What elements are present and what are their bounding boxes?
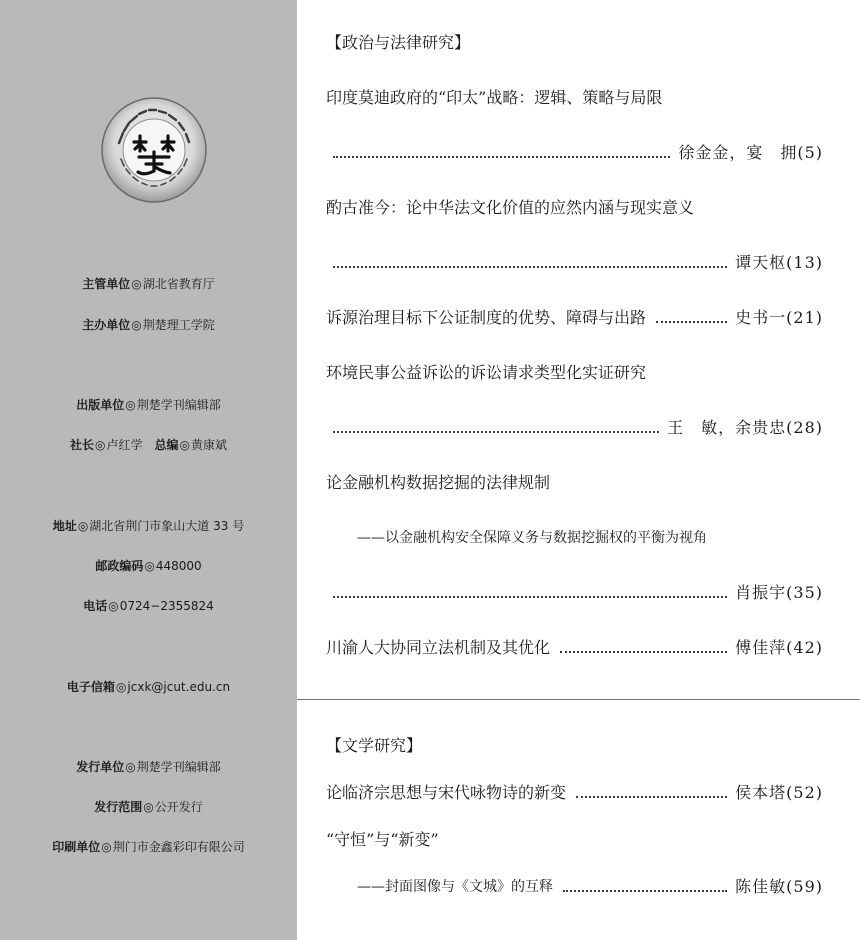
scope-line: [0, 799, 297, 815]
toc-entry-row: [326, 638, 823, 658]
email-value: jcxk@jcut.edu.cn: [127, 680, 231, 694]
scope-label: 发行范围: [94, 800, 143, 814]
separator-mark: ◎: [143, 800, 154, 814]
toc-entry-row: [333, 253, 823, 273]
article-author-page: 谭天枢(13): [735, 253, 823, 272]
chief-editor-label: 总编: [154, 438, 179, 452]
separator-mark: ◎: [115, 680, 127, 694]
article-title: 论临济宗思想与宋代咏物诗的新变: [326, 783, 567, 802]
separator-mark: ◎: [144, 559, 155, 573]
leader-dots: [333, 431, 659, 433]
address-label: 地址: [52, 519, 77, 533]
postcode-line: [0, 558, 297, 574]
leader-dots: [576, 796, 727, 798]
separator-mark: ◎: [131, 277, 142, 291]
article-subtitle: ——封面图像与《文城》的互释: [357, 879, 553, 895]
publisher-label: 出版单位: [76, 398, 125, 412]
separator-mark: ◎: [95, 438, 106, 452]
publisher-line: [0, 397, 297, 413]
emblem-icon: [99, 95, 209, 205]
article-author-page: 王 敏，余贵忠(28): [667, 418, 823, 437]
president-label: 社长: [69, 438, 94, 452]
article-author-page: 徐金金，宴 拥(5): [678, 143, 823, 162]
article-title: 环境民事公益诉讼的诉讼请求类型化实证研究: [326, 363, 647, 382]
article-subtitle: ——以金融机构安全保障义务与数据挖掘权的平衡为视角: [357, 530, 707, 546]
phone-label: 电话: [83, 599, 108, 613]
printer-line: [0, 839, 297, 855]
article-title: 诉源治理目标下公证制度的优势、障碍与出路: [326, 308, 647, 327]
toc-entry-row: [326, 308, 823, 328]
president-value: 卢红学: [106, 438, 143, 452]
article-author-page: 肖振宇(35): [735, 583, 823, 602]
president-editor-line: [0, 437, 297, 453]
email-label: 电子信箱: [66, 680, 115, 694]
sponsor-value: 荆楚理工学院: [142, 318, 215, 332]
phone-value: 0724−2355824: [119, 599, 214, 613]
separator-mark: ◎: [179, 438, 190, 452]
article-author-page: 侯本塔(52): [735, 783, 823, 802]
scope-value: 公开发行: [154, 800, 203, 814]
supervisor-value: 湖北省教育厅: [142, 277, 215, 291]
distributor-line: [0, 759, 297, 775]
leader-dots: [333, 156, 670, 158]
toc-entry-row: [333, 143, 823, 163]
toc-entry-row: [326, 783, 823, 803]
printer-value: 荆门市金鑫彩印有限公司: [112, 840, 245, 854]
address-line: [0, 518, 297, 534]
phone-line: [0, 598, 297, 614]
masthead-sidebar: [0, 0, 297, 940]
sponsor-line: [0, 317, 297, 333]
supervisor-line: [0, 276, 297, 292]
separator-mark: ◎: [101, 840, 112, 854]
article-title: “守恒”与“新变”: [326, 830, 439, 849]
section-divider: [297, 699, 860, 700]
toc-entry-row: [357, 877, 823, 897]
separator-mark: ◎: [77, 519, 89, 533]
article-author-page: 傅佳萍(42): [735, 638, 823, 657]
sponsor-label: 主办单位: [82, 318, 131, 332]
university-logo: [99, 95, 209, 205]
publisher-value: 荆楚学刊编辑部: [136, 398, 221, 412]
separator-mark: ◎: [131, 318, 142, 332]
postcode-label: 邮政编码: [95, 559, 144, 573]
article-title: 川渝人大协同立法机制及其优化: [326, 638, 551, 657]
distributor-value: 荆楚学刊编辑部: [136, 760, 221, 774]
address-value: 湖北省荆门市象山大道 33 号: [89, 519, 245, 533]
section-header-politics-law: 【政治与法律研究】: [326, 33, 471, 52]
leader-dots: [563, 890, 727, 892]
leader-dots: [333, 596, 727, 598]
article-author-page: 史书一(21): [735, 308, 823, 327]
supervisor-label: 主管单位: [82, 277, 131, 291]
leader-dots: [656, 321, 727, 323]
separator-mark: ◎: [125, 398, 136, 412]
section-header-literature: 【文学研究】: [326, 736, 423, 755]
email-line: [0, 679, 297, 695]
article-title: 论金融机构数据挖掘的法律规制: [326, 473, 551, 492]
article-author-page: 陈佳敏(59): [735, 877, 823, 896]
toc-entry-row: [333, 583, 823, 603]
article-title: 酌古准今：论中华法文化价值的应然内涵与现实意义: [326, 198, 695, 217]
printer-label: 印刷单位: [52, 840, 101, 854]
toc-entry-row: [333, 418, 823, 438]
leader-dots: [560, 651, 727, 653]
postcode-value: 448000: [155, 559, 202, 573]
article-title: 印度莫迪政府的“印太”战略：逻辑、策略与局限: [326, 88, 663, 107]
chief-editor-value: 黄康斌: [191, 438, 228, 452]
leader-dots: [333, 266, 727, 268]
separator-mark: ◎: [108, 599, 119, 613]
distributor-label: 发行单位: [76, 760, 125, 774]
separator-mark: ◎: [125, 760, 136, 774]
